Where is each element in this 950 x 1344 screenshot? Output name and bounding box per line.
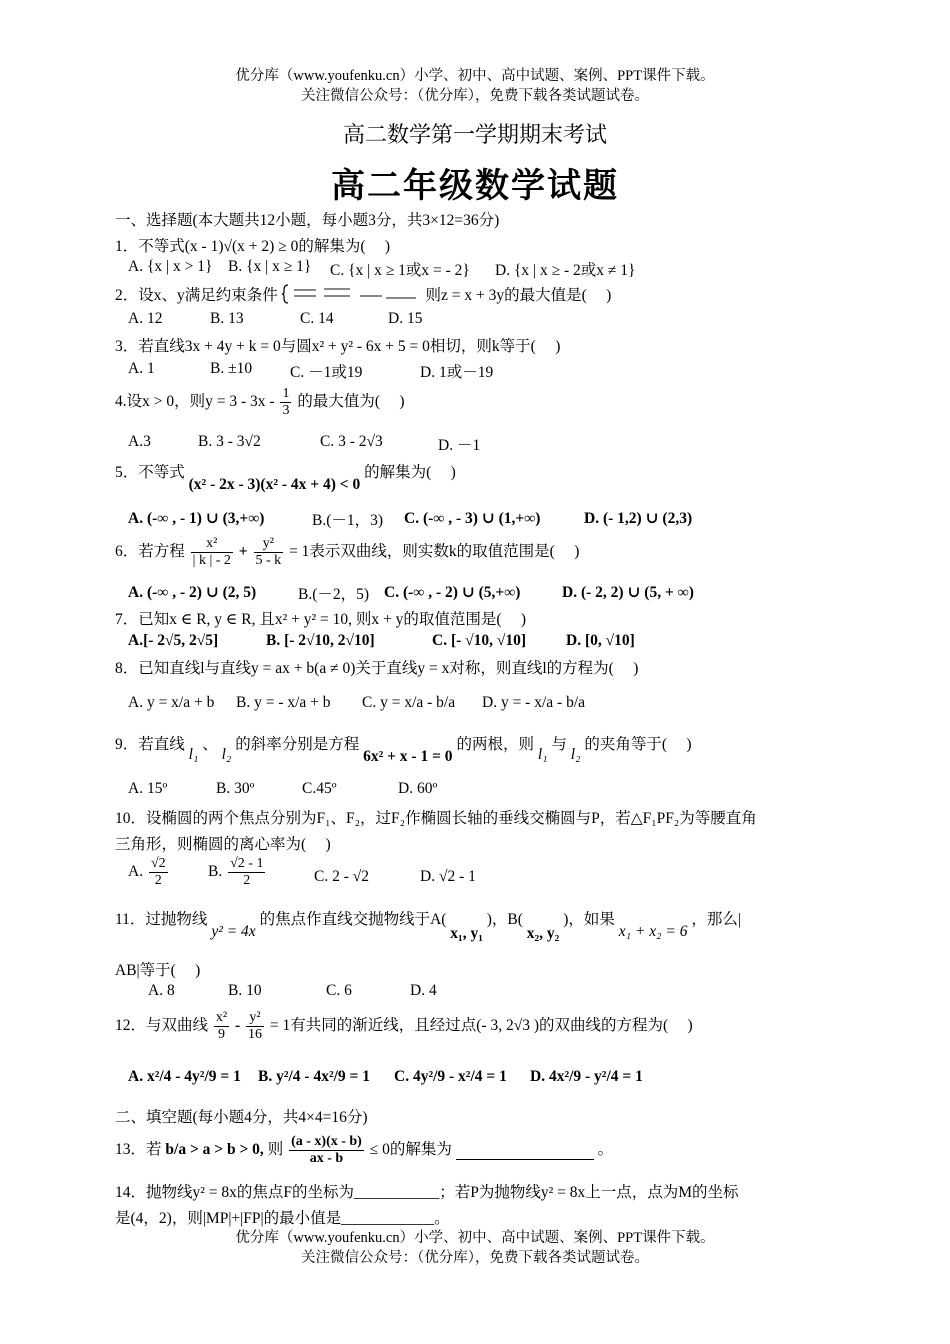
q10-option-c: C. 2 - √2 [314,868,370,885]
q6-fraction-2-denominator: 5 - k [255,553,282,568]
q12-option-b: B. y²/4 - 4x²/9 = 1 [258,1068,370,1085]
q13-fraction-numerator: (a - x)(x - b) [291,1134,362,1149]
q6-fraction-1-numerator: x² [191,536,233,553]
q10-option-b-label: B. [208,863,223,881]
q11-option-c: C. 6 [326,982,352,999]
q1-option-c: C. {x | x ≥ 1或x = - 2} [330,262,470,279]
q1-option-d: D. {x | x ≥ - 2或x ≠ 1} [495,262,636,279]
q10-option-a-numerator: √2 [150,856,166,871]
q11-option-b: B. 10 [228,982,262,999]
q13-fraction-denominator: ax - b [309,1151,344,1166]
q8-option-b: B. y = - x/a + b [236,694,331,711]
q13-stem: 13．若 [115,1141,162,1159]
q11-line-2: AB|等于( ) [115,962,201,979]
q4-stem: 4.设x > 0，则y = 3 - 3x - [115,393,275,411]
footer-line-1: 优分库（www.youfenku.cn）小学、初中、高中试题、案例、PPT课件下载。 [235,1230,715,1246]
footer-line-2: 关注微信公众号：（优分库），免费下载各类试题试卷。 [301,1250,649,1266]
q13-fraction [289,1134,364,1167]
q14-line-1: 14．抛物线y² = 8x的焦点F的坐标为___________；若P为抛物线y² = 8x上一点，点为M的坐标 [115,1184,739,1201]
q11-point-b: x₂, y₂ [526,925,560,942]
q9-line-l1-ref: l₁ [537,746,548,763]
q13-end: 。 [597,1141,614,1159]
q8-stem: 8．已知直线l与直线y = ax + b(a ≠ 0)关于直线y = x对称，则直线l的方程为( ) [115,660,639,677]
q6-option-c: C. (-∞ , - 2) ∪ (5,+∞) [384,584,521,601]
q5-stem-row [115,460,456,493]
q13-condition: b/a > a > b > 0, [165,1141,264,1159]
q9-line-l2: l₂ [221,746,232,763]
q9-line-l2-ref: l₂ [570,746,581,763]
q10-option-a-denominator: 2 [154,873,162,888]
section-2-heading: 二、填空题(每小题4分，共4×4=16分) [115,1109,368,1126]
q9-equation: 6x² + x - 1 = 0 [363,748,453,765]
q10-option-d: D. √2 - 1 [420,868,476,885]
q10-option-b-denominator: 2 [243,873,251,888]
q7-option-c: C. [- √10, √10] [432,632,527,649]
q12-option-d: D. 4x²/9 - y²/4 = 1 [530,1068,643,1085]
q9-stem-tail: 的夹角等于( ) [584,736,692,753]
q3-option-d: D. 1或－19 [420,364,494,381]
q4-option-a: A.3 [128,433,151,450]
q7-option-a: A.[- 2√5, 2√5] [128,632,219,649]
q6-option-b: B.(－2，5) [298,586,370,603]
q12-fraction-1-denominator: 9 [217,1027,225,1042]
exam-subtitle: 高二年级数学试题 [331,168,619,205]
q12-option-a: A. x²/4 - 4y²/9 = 1 [128,1068,241,1085]
q5-stem-tail: 的解集为( ) [364,464,456,481]
q11-stem-b: )，B( [486,911,523,928]
q10-option-b-numerator: √2 - 1 [230,856,264,871]
q13-answer-blank[interactable] [456,1141,594,1160]
q11-parabola: y² = 4x [211,923,256,940]
q13-stem-tail: ≤ 0的解集为 [369,1141,452,1159]
q11-option-a: A. 8 [148,982,175,999]
q8-option-a: A. y = x/a + b [128,694,215,711]
q11-stem: 11．过抛物线 [115,911,208,928]
header-line-1: 优分库（www.youfenku.cn）小学、初中、高中试题、案例、PPT课件下载。 [235,68,715,84]
q6-stem-tail: = 1表示双曲线，则实数k的取值范围是( ) [289,543,580,561]
q4-fraction-numerator: 1 [282,386,290,401]
q10-option-a-label: A. [128,863,144,881]
exam-title: 高二数学第一学期期末考试 [342,122,607,147]
q10-option-b-fraction [228,856,265,889]
q4-stem-tail: 的最大值为( ) [297,393,405,411]
q2-option-a: A. 12 [128,310,163,327]
q6-fraction-2-numerator: y² [254,536,284,553]
q10-option-a-fraction [149,856,168,889]
q5-option-b: B.(－1，3) [312,512,384,529]
q3-option-c: C. －1或19 [290,364,363,381]
q12-fraction-2-denominator: 16 [248,1027,263,1042]
q4-option-b: B. 3 - 3√2 [198,433,261,450]
q5-option-a: A. (-∞ , - 1) ∪ (3,+∞) [128,510,265,527]
q13-stem-row [115,1134,613,1167]
q6-option-d: D. (- 2, 2) ∪ (5, + ∞) [562,584,694,601]
q6-stem: 6．若方程 [115,543,185,561]
q9-stem-row [115,732,692,765]
q4-fraction [280,386,291,419]
q1-option-a: A. {x | x > 1} [128,258,213,275]
q5-stem: 5．不等式 [115,464,185,481]
q9-separator: 、 [202,736,218,753]
q3-stem: 3．若直线3x + 4y + k = 0与圆x² + y² - 6x + 5 = 0相切，则k等于( ) [115,338,561,355]
q9-stem-mid: 的斜率分别是方程 [235,736,360,753]
q2-option-d: D. 15 [388,310,423,327]
q7-option-d: D. [0, √10] [566,632,635,649]
q6-fraction-1 [191,536,233,569]
q2-stem-tail: 则z = x + 3y的最大值是( ) [425,287,612,305]
q14-line-2: 是(4，2)，则|MP|+|FP|的最小值是____________。 [115,1210,450,1227]
q10-option-b [208,856,267,889]
q4-option-d: D. －1 [438,437,481,454]
q4-option-c: C. 3 - 2√3 [320,433,383,450]
q11-point-a: x₁, y₁ [450,925,483,942]
q11-stem-row [115,907,741,942]
q3-option-b: B. ±10 [210,360,253,377]
q10-line-2: 三角形，则椭圆的离心率为( ) [115,836,331,853]
q9-option-b: B. 30º [216,780,255,797]
q7-stem: 7．已知x ∈ R, y ∈ R, 且x² + y² = 10, 则x + y的取值范围是( ) [115,611,527,628]
header-line-2: 关注微信公众号：（优分库），免费下载各类试题试卷。 [301,88,649,104]
q12-stem-tail: = 1有共同的渐近线，且经过点(- 3, 2√3 )的双曲线的方程为( ) [269,1017,693,1035]
q8-option-c: C. y = x/a - b/a [362,694,456,711]
q9-option-a: A. 15º [128,780,168,797]
q11-stem-tail: ，那么| [691,911,741,928]
q4-stem-row [115,386,405,419]
q3-option-a: A. 1 [128,360,155,377]
q1-option-b: B. {x | x ≥ 1} [228,258,312,275]
q6-fraction-2 [254,536,284,569]
q12-stem: 12．与双曲线 [115,1017,209,1035]
q8-option-d: D. y = - x/a - b/a [482,694,586,711]
q7-option-b: B. [- 2√10, 2√10] [266,632,375,649]
q11-stem-mid: 的焦点作直线交抛物线于A( [259,911,447,928]
q2-stem: 2．设x、y满足约束条件 [115,287,278,305]
q10-option-a [128,856,170,889]
constraint-system-glyph [282,283,422,310]
q2-option-c: C. 14 [300,310,334,327]
q5-option-c: C. (-∞ , - 3) ∪ (1,+∞) [404,510,541,527]
q12-option-c: C. 4y²/9 - x²/4 = 1 [394,1068,507,1085]
q9-option-c: C.45º [302,780,337,797]
q11-stem-if: )，如果 [563,911,615,928]
q11-option-d: D. 4 [410,982,437,999]
q6-fraction-1-denominator: | k | - 2 [192,553,231,568]
q5-inequality: (x² - 2x - 3)(x² - 4x + 4) < 0 [188,476,361,493]
q9-option-d: D. 60º [398,780,438,797]
q2-option-b: B. 13 [210,310,244,327]
q1-stem: 1．不等式(x - 1)√(x + 2) ≥ 0的解集为( ) [115,238,391,255]
q10-line-1: 10．设椭圆的两个焦点分别为F₁、F₂，过F₂作椭圆长轴的垂线交椭圆与P，若△F₁PF₂为等腰直角 [115,810,757,827]
q12-stem-row: 12．与双曲线 $\frac{\text{x²}}{9}$ - $\frac{\text{y²}}{16}$ = 1有共同的渐近线，且经过点(- 3, 2√3 )的双曲线的方程为( ) [115,1010,693,1042]
q9-stem-and: 与 [551,736,567,753]
q5-option-d: D. (- 1,2) ∪ (2,3) [584,510,693,527]
q13-stem-then: 则 [267,1141,284,1159]
q11-condition: x₁ + x₂ = 6 [618,923,688,940]
q4-fraction-denominator: 3 [282,403,290,418]
q12-fraction-2-numerator: y² [246,1010,264,1027]
q6-stem-row: 6．若方程 $\frac{\text{x²}}{| k | - 2}$ + $\frac{\text{y²}}{5 - k}$ = 1表示双曲线，则实数k的取值范围是( ) [115,536,580,568]
q9-stem: 9．若直线 [115,736,185,753]
q9-stem-then: 的两根，则 [456,736,534,753]
q9-line-l1: l₁ [188,746,199,763]
section-1-heading: 一、选择题(本大题共12小题，每小题3分，共3×12=36分) [115,212,500,229]
q12-fraction-2 [246,1010,264,1043]
q2-stem-row [115,283,611,310]
q12-fraction-1-numerator: x² [215,1010,228,1025]
q6-option-a: A. (-∞ , - 2) ∪ (2, 5) [128,584,257,601]
q12-fraction-1 [214,1010,229,1043]
